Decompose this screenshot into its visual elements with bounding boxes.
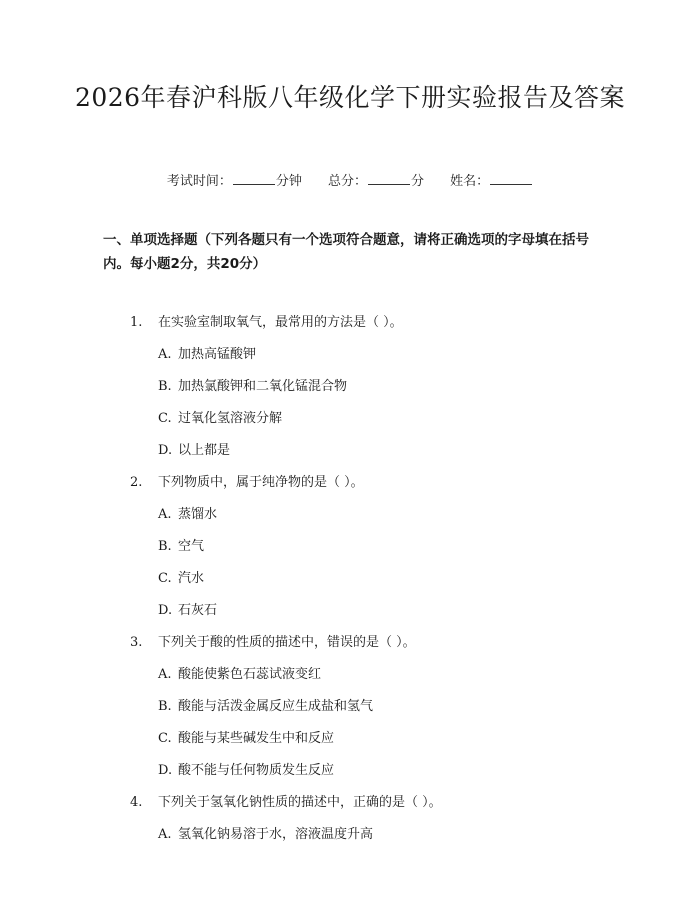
total-score-label: 总分：	[327, 174, 367, 189]
option-2c	[158, 567, 204, 586]
question-1	[130, 311, 403, 330]
option-letter: B.	[158, 379, 172, 394]
total-score-field	[328, 170, 424, 189]
option-3b	[158, 695, 373, 714]
question-number: 3.	[130, 635, 143, 650]
option-text: 汽水	[178, 571, 205, 586]
option-text: 酸不能与任何物质发生反应	[178, 763, 335, 778]
option-letter: A.	[158, 347, 172, 362]
option-text: 酸能使紫色石蕊试液变红	[178, 667, 322, 682]
option-letter: D.	[158, 443, 173, 458]
option-letter: C.	[158, 731, 172, 746]
exam-time-blank	[233, 172, 275, 185]
option-text: 空气	[178, 539, 205, 554]
option-text: 过氧化氢溶液分解	[178, 411, 283, 426]
total-score-blank	[368, 172, 410, 185]
question-number: 1.	[130, 315, 143, 330]
option-1c	[158, 407, 282, 426]
option-4a	[158, 823, 373, 842]
option-text: 以上都是	[178, 443, 231, 458]
student-name-blank	[490, 172, 532, 185]
option-text: 酸能与某些碱发生中和反应	[178, 731, 335, 746]
option-3c	[158, 727, 334, 746]
option-text: 酸能与活泼金属反应生成盐和氢气	[178, 699, 374, 714]
student-name-field	[450, 170, 533, 189]
option-letter: B.	[158, 539, 172, 554]
option-1b	[158, 375, 347, 394]
exam-time-unit: 分钟	[275, 174, 302, 189]
question-number: 2.	[130, 475, 143, 490]
option-2a	[158, 503, 217, 522]
section-heading: 一、单项选择题（下列各题只有一个选项符合题意，请将正确选项的字母填在括号内。每小题2分，共20分）	[103, 232, 589, 272]
question-text: 下列关于酸的性质的描述中，错误的是（ ）。	[158, 635, 416, 650]
exam-time-label: 考试时间：	[166, 174, 232, 189]
option-3a	[158, 663, 321, 682]
question-text: 下列物质中，属于纯净物的是（ ）。	[158, 475, 364, 490]
option-text: 石灰石	[178, 603, 218, 618]
option-2b	[158, 535, 204, 554]
total-score-unit: 分	[411, 174, 425, 189]
option-1d	[158, 439, 230, 458]
question-text: 下列关于氢氧化钠性质的描述中，正确的是（ ）。	[158, 795, 442, 810]
option-text: 加热高锰酸钾	[178, 347, 257, 362]
exam-time-field	[167, 170, 302, 189]
option-letter: A.	[158, 507, 172, 522]
document-title: 2026年春沪科版八年级化学下册实验报告及答案	[74, 83, 626, 112]
option-letter: A.	[158, 827, 172, 842]
option-letter: B.	[158, 699, 172, 714]
option-text: 氢氧化钠易溶于水，溶液温度升高	[178, 827, 374, 842]
exam-meta-line	[0, 170, 700, 189]
question-text: 在实验室制取氧气，最常用的方法是（ ）。	[158, 315, 403, 330]
option-letter: C.	[158, 571, 172, 586]
question-3	[130, 631, 416, 650]
option-3d	[158, 759, 334, 778]
option-2d	[158, 599, 217, 618]
question-2	[130, 471, 364, 490]
option-text: 蒸馏水	[178, 507, 218, 522]
option-1a	[158, 343, 256, 362]
option-letter: D.	[158, 603, 173, 618]
option-letter: C.	[158, 411, 172, 426]
student-name-label: 姓名：	[450, 174, 490, 189]
option-letter: D.	[158, 763, 173, 778]
question-number: 4.	[130, 795, 143, 810]
question-4	[130, 791, 442, 810]
option-letter: A.	[158, 667, 172, 682]
option-text: 加热氯酸钾和二氧化锰混合物	[178, 379, 348, 394]
